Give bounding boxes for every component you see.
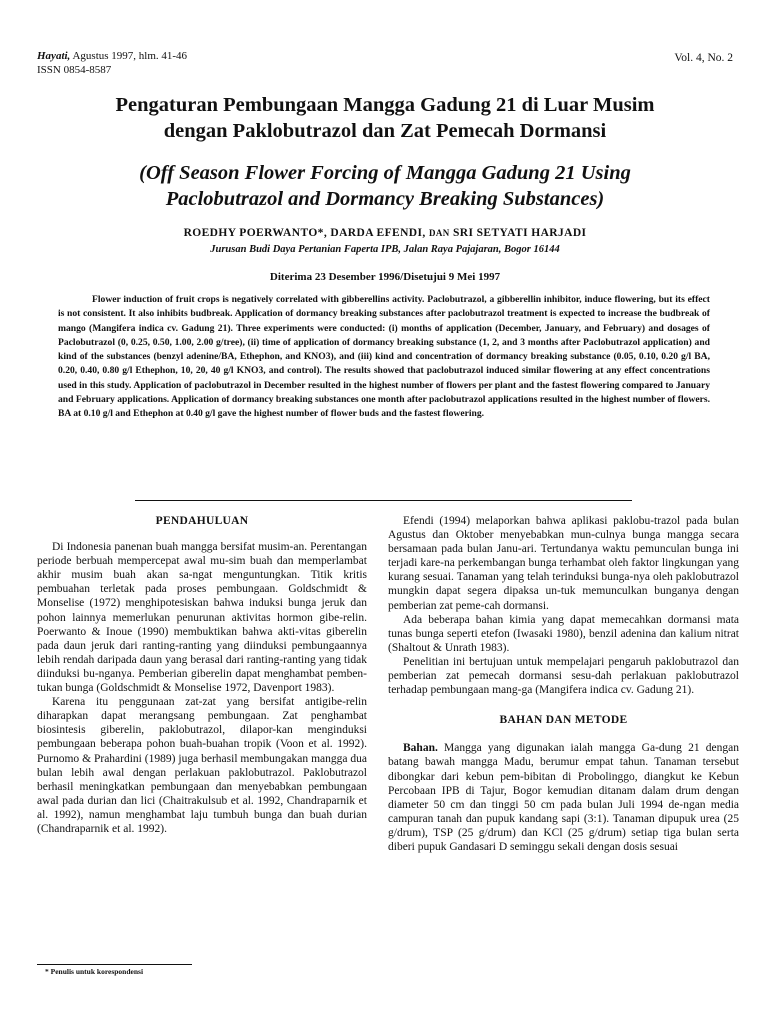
- journal-citation: [37, 49, 187, 77]
- abstract: [58, 293, 710, 422]
- paragraph: Penelitian ini bertujuan untuk mempelajari pengaruh paklobutrazol dan pemberian zat pemecah dormansi sesu-dah perlakuan paklobutrazol terhadap pembungaan mang-ga (Mangifera indica cv. Gadung 21).: [388, 655, 739, 697]
- title-english: [60, 160, 710, 212]
- paragraph: Efendi (1994) melaporkan bahwa aplikasi paklobu-trazol pada bulan Agustus dan Oktober menyebabkan mun-culnya bunga mangga secara bersamaan pada bulan Janu-ari. Tertundanya waktu pemunculan bunga ini terjadi kare-na perkembangan bunga terhambat oleh faktor lingkungan yang kurang sesuai. Tanaman yang telah terinduksi bunga-nya oleh paklobutrazol mungkin dapat segera dipaksa un-tuk memunculkan bunganya dengan pemberian zat peme-cah dormansi.: [388, 515, 739, 612]
- journal-name: Hayati,: [37, 50, 71, 62]
- footnote-rule: [37, 964, 192, 965]
- title-indonesian: [60, 92, 710, 144]
- title-line-2: dengan Paklobutrazol dan Zat Pemecah Dormansi: [163, 120, 607, 142]
- left-column: [37, 514, 367, 836]
- heading-bahan-dan-metode: BAHAN DAN METODE: [499, 714, 628, 727]
- author-list: [60, 227, 710, 239]
- issue-line: Agustus 1997, hlm. 41-46: [72, 50, 188, 62]
- heading-pendahuluan: PENDAHULUAN: [155, 515, 249, 527]
- run-in-heading: Bahan.: [403, 742, 438, 755]
- paragraph: Karena itu penggunaan zat-zat yang bersifat antigibe-relin diharapkan dapat merangsang pembungaan. Zat penghambat biosintesis giberelin, paklobutrazol, dilapor-kan menginduksi pembungaan beberapa pohon buah-buahan tropik (Voon et al. 1992). Purnomo & Prahardini (1989) juga berhasil membungakan mangga dua bulan lebih awal dengan perlakuan paklobutrazol. Paklobutrazol berhasil meningkatkan pembungaan dan menyebabkan pembungaan awal pada durian dan lici (Chaitrakulsub et al. 1992, Chandraparnik et al. 1992), namun menghambat laju tumbuh bunga dan buah durian (Chandraparnik et al. 1992).: [37, 696, 367, 835]
- author-last: SRI SETYATI HARJADI: [452, 227, 587, 239]
- citation-line: [37, 49, 187, 63]
- paragraph-text: Mangga yang digunakan ialah mangga Ga-dung 21 dengan batang bawah mangga Madu, berumur empat tahun. Tanaman tersebut dibongkar dari kebun pem-bibitan di Probolinggo, diangkut ke Kebun Percobaan IPB di Tajur, Bogor kemudian ditanam dalam drum dengan diameter 50 cm dan tinggi 50 cm pada bulan Juli 1994 de-ngan media campuran tanah dan pupuk kandang sapi (3:1). Tanaman dipupuk urea (25 g/drum), TSP (25 g/drum) dan KCl (25 g/drum) setiap tiga bulan serta diberi pupuk Gandasari D seminggu sekali dengan dosis sesuai: [388, 742, 739, 853]
- author-conjunction: DAN: [428, 228, 450, 238]
- title-en-line-1: (Off Season Flower Forcing of Mangga Gadung 21 Using: [139, 162, 631, 184]
- affiliation: Jurusan Budi Daya Pertanian Faperta IPB, Jalan Raya Pajajaran, Bogor 16144: [210, 244, 560, 255]
- paragraph: [388, 741, 739, 854]
- paragraph: Ada beberapa bahan kimia yang dapat memecahkan dormansi mata tunas bunga seperti etefon (Iwasaki 1980), benzil adenina dan kalium nitrat (Shaltout & Unrath 1983).: [388, 613, 739, 654]
- footnote: * Penulis untuk korespondensi: [45, 967, 144, 976]
- title-en-line-2: Paclobutrazol and Dormancy Breaking Substances): [165, 188, 605, 210]
- author-names: ROEDHY POERWANTO*, DARDA EFENDI,: [183, 227, 426, 239]
- paragraph: Di Indonesia panenan buah mangga bersifat musim-an. Perentangan periode berbuah mempercepat awal mu-sim buah dan memperlambat akhir musim buah akan sa-ngat menguntungkan. Titik kritis pembuahan terletak pada proses pembungaan. Goldschmidt & Monselise (1972) menghipotesiskan bahwa induksi bunga jeruk dan pohon lainnya memerlukan penurunan aktivitas hormon gibe-relin. Poerwanto & Inoue (1990) membuktikan bahwa akti-vitas giberelin pada daun jeruk dari ranting-ranting yang diinduksi pembungaannya lebih rendah daripada daun yang berasal dari ranting-ranting yang tidak diinduksi bu-nganya. Pemberian giberelin dapat menghambat pemben-tukan bunga (Goldschmidt & Monselise 1972, Davenport 1983).: [37, 541, 367, 695]
- abstract-text: Flower induction of fruit crops is negatively correlated with gibberellins activity. Paclobutrazol, a gibberellin inhibitor, induce flowering, but its effect is not consistent. It also inhibits budbreak. Application of dormancy breaking substances after paclobutrazol treatment is expected to increase the budbreak of mango (Mangifera indica cv. Gadung 21). Three experiments were conducted: (i) months of application (December, January, and February) and dosages of Paclobutrazol (0, 0.25, 0.50, 1.00, 2.00 g/tree), (ii) time of application of dormancy breaking substance (1, 2, and 3 months after Paclobutrazol application) and kind of the substances (benzyl adenine/BA, Ethephon, and KNO3), and (iii) kind and concentration of dormancy breaking substance (0.05, 0.10, 0.20 g/l BA, 0.20, 0.40, 0.80 g/l Ethephon, 10, 20, 40 g/l KNO3, and control). The results showed that paclobutrazol induced similar flowering at any effect concentrations used in this study. Application of paclobutrazol in December resulted in the highest number of flowers per plant and the fastest flowering compared to January and February applications. Application of dormancy breaking substances one month after paclobutrazol applications resulted in the highest number of flowers. BA at 0.10 g/l and Ethephon at 0.40 g/l gave the highest number of flower buds and the fastest flowering.: [58, 294, 710, 420]
- received-dates: Diterima 23 Desember 1996/Disetujui 9 Mei 1997: [269, 271, 501, 283]
- issn: ISSN 0854-8587: [37, 64, 112, 76]
- title-line-1: Pengaturan Pembungaan Mangga Gadung 21 di Luar Musim: [115, 94, 655, 116]
- section-divider: [135, 500, 632, 501]
- right-column: [388, 514, 739, 854]
- volume-number: Vol. 4, No. 2: [674, 52, 733, 64]
